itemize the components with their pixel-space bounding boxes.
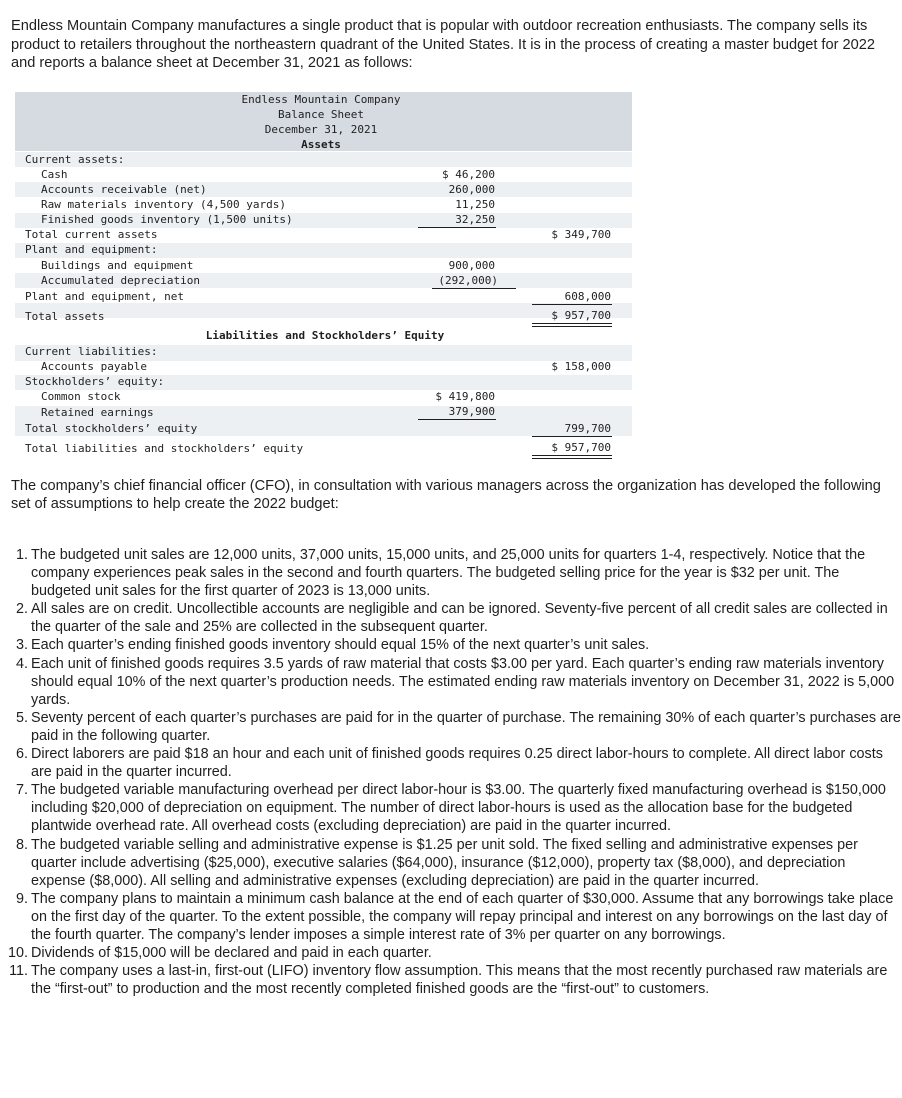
cash-value: $ 46,200 (442, 168, 495, 181)
total-le-label: Total liabilities and stockholders’ equity (25, 442, 304, 455)
company-name: Endless Mountain Company (241, 93, 401, 106)
underline (532, 436, 612, 437)
underline (418, 227, 496, 228)
item-text: Direct laborers are paid $18 an hour and each unit of finished goods requires 0.25 direct labor-hours to complete. All direct labor costs are paid in the quarter incurred. (31, 746, 883, 781)
common-stock-label: Common stock (41, 390, 121, 403)
item-number: 1. (15, 547, 28, 563)
item-text: Dividends of $15,000 will be declared and paid in each quarter. (31, 945, 432, 962)
underline (532, 304, 612, 305)
finished-goods-value: 32,250 (455, 213, 495, 226)
underline (418, 419, 496, 420)
list-item (15, 890, 902, 944)
total-current-assets-label: Total current assets (25, 228, 158, 241)
accum-depreciation-label: Accumulated depreciation (41, 274, 200, 287)
total-current-assets-value: $ 349,700 (551, 228, 611, 241)
underline (432, 288, 516, 289)
common-stock-value: $ 419,800 (435, 390, 495, 403)
buildings-label: Buildings and equipment (41, 259, 194, 272)
item-text: All sales are on credit. Uncollectible accounts are negligible and can be ignored. Seventy-five percent of all credit sales are collected in the quarter of the sale and 25% are collected in the subsequent quarter. (31, 601, 888, 636)
item-number: 2. (15, 601, 28, 618)
item-number: 5. (15, 709, 28, 726)
item-text: The company plans to maintain a minimum cash balance at the end of each quarter of $30,000. Assume that any borrowings take place on the first day of the quarter. To the extent possible, the company will repay principal and interest on any borrowings on the last day of the fourth quarter. The company’s lender imposes a simple interest rate of 3% per quarter on any borrowings. (31, 890, 894, 943)
ar-value: 260,000 (448, 183, 495, 196)
plant-net-label: Plant and equipment, net (25, 290, 184, 303)
item-number: 6. (15, 746, 28, 763)
item-text: Each unit of finished goods requires 3.5 yards of raw material that costs $3.00 per yard. Each quarter’s ending raw materials inventory should equal 10% of the next quarter’s production needs. The estimated ending raw materials inventory on December 31, 2022 is 5,000 yards. (31, 655, 895, 708)
item-text: The budgeted variable manufacturing overhead per direct labor-hour is $3.00. The quarterly fixed manufacturing overhead is $150,000 including $20,000 of depreciation on equipment. The number of direct labor-hours is used as the allocation base for the budgeted plantwide overhead rate. All overhead costs (excluding depreciation) are paid in the quarter incurred. (31, 782, 886, 835)
assumptions-intro: The company’s chief financial officer (CFO), in consultation with various managers across the organization has developed the following set of assumptions to help create the 2022 budget: (11, 478, 881, 512)
list-item (15, 655, 902, 709)
item-number: 11. (9, 963, 28, 980)
total-assets-label: Total assets (25, 310, 105, 323)
item-number: 9. (15, 890, 28, 907)
assets-heading: Assets (301, 138, 341, 151)
retained-earnings-label: Retained earnings (41, 406, 154, 419)
finished-goods-label: Finished goods inventory (1,500 units) (41, 213, 293, 226)
list-item (15, 636, 902, 654)
list-item (15, 600, 902, 636)
item-number: 7. (15, 782, 28, 799)
intro-text: Endless Mountain Company manufactures a single product that is popular with outdoor recreation enthusiasts. The company sells its product to retailers throughout the northeastern quadrant of the United States. It is in the process of creating a master budget for 2022 and reports a balance sheet at December 31, 2021 as follows: (11, 18, 875, 71)
total-se-label: Total stockholders’ equity (25, 422, 198, 435)
list-item (15, 546, 902, 600)
total-se-value: 799,700 (564, 422, 611, 435)
item-number: 10. (7, 945, 28, 962)
accum-depreciation-value: (292,000) (438, 274, 498, 287)
raw-materials-value: 11,250 (455, 198, 495, 211)
total-assets-value: $ 957,700 (551, 309, 611, 322)
cash-label: Cash (41, 168, 68, 181)
ar-label: Accounts receivable (net) (41, 183, 207, 196)
accounts-payable-label: Accounts payable (41, 360, 147, 373)
item-text: Each quarter’s ending finished goods inventory should equal 15% of the next quarter’s unit sales. (31, 637, 650, 654)
item-text: The budgeted variable selling and administrative expense is $1.25 per unit sold. The fixed selling and administrative expenses per quarter include advertising ($25,000), executive salaries ($64,000), insurance ($12,000), property tax ($8,000), and depreciation expense ($8,000). All selling and administrative expenses (excluding depreciation) are paid in the quarter incurred. (31, 836, 858, 889)
double-underline (532, 455, 612, 459)
raw-materials-label: Raw materials inventory (4,500 yards) (41, 198, 287, 211)
retained-earnings-value: 379,900 (448, 405, 495, 418)
item-text: The budgeted unit sales are 12,000 units, 37,000 units, 15,000 units, and 25,000 units for quarters 1-4, respectively. Notice that the company experiences peak sales in the second and fourth quarters. The budgeted selling price for the year is $32 per unit. The budgeted unit sales for the first quarter of 2023 is 13,000 units. (31, 547, 866, 600)
list-item (15, 781, 902, 835)
plant-net-value: 608,000 (564, 290, 611, 303)
list-item (15, 745, 902, 781)
list-item (15, 709, 902, 745)
balance-sheet (15, 92, 632, 460)
current-liabilities-label: Current liabilities: (25, 345, 158, 358)
item-text: The company uses a last-in, first-out (LIFO) inventory flow assumption. This means that the most recently purchased raw materials are the “first-out” to production and the most recently completed finished goods are the “first-out” to customers. (31, 963, 888, 998)
list-item (9, 962, 902, 998)
double-underline (532, 323, 612, 327)
item-number: 4. (15, 655, 28, 672)
statement-date: December 31, 2021 (264, 123, 378, 136)
assumptions-list (0, 546, 902, 998)
item-number: 8. (15, 836, 28, 853)
total-le-value: $ 957,700 (551, 441, 611, 454)
stockholders-equity-label: Stockholders’ equity: (25, 375, 165, 388)
item-number: 3. (15, 637, 28, 654)
liabilities-heading: Liabilities and Stockholders’ Equity (205, 329, 445, 342)
item-text: Seventy percent of each quarter’s purchases are paid for in the quarter of purchase. The remaining 30% of each quarter’s purchases are paid in the following quarter. (31, 709, 901, 744)
buildings-value: 900,000 (448, 259, 495, 272)
list-item (15, 836, 902, 890)
statement-title: Balance Sheet (277, 108, 365, 121)
accounts-payable-value: $ 158,000 (551, 360, 611, 373)
plant-equipment-label: Plant and equipment: (25, 243, 158, 256)
list-item (7, 944, 902, 962)
current-assets-label: Current assets: (25, 153, 125, 166)
